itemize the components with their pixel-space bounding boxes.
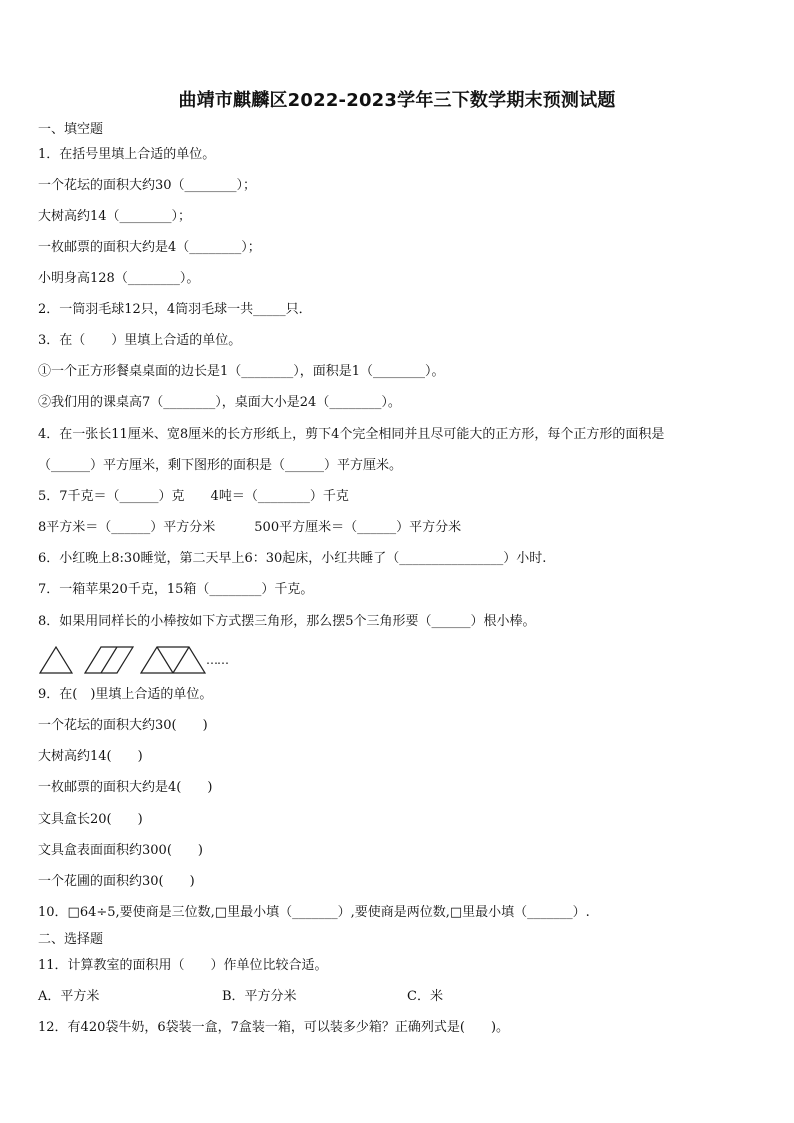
question-1: 1．在括号里填上合适的单位。 — [38, 147, 216, 162]
question-1-item-a: 一个花坛的面积大约30（________）； — [38, 178, 257, 193]
triangle-pair-divider — [101, 647, 117, 673]
question-1-item-d: 小明身高128（________）。 — [38, 271, 200, 286]
question-3-item-1: ①一个正方形餐桌桌面的边长是1（________），面积是1（________）。 — [38, 364, 445, 379]
section-choice-heading: 二、选择题 — [38, 932, 104, 947]
triangle-1 — [40, 647, 72, 673]
question-12: 12．有420袋牛奶，6袋装一盒，7盒装一箱，可以装多少箱？正确列式是( )。 — [38, 1020, 510, 1035]
question-9-item-f: 一个花圃的面积约30( ) — [38, 874, 195, 889]
question-11: 11．计算教室的面积用（ ）作单位比较合适。 — [38, 958, 328, 973]
triangle-figure — [36, 642, 246, 678]
question-5-line-1: 5．7千克＝（______）克 4吨＝（________）千克 — [38, 489, 349, 504]
question-11-option-c: C．米 — [407, 989, 443, 1004]
section-fill-heading: 一、填空题 — [38, 122, 104, 137]
question-3: 3．在（ ）里填上合适的单位。 — [38, 333, 242, 348]
question-9-item-e: 文具盒表面面积约300( ) — [38, 843, 203, 858]
question-11-option-a: A．平方米 — [38, 989, 100, 1004]
question-7: 7．一箱苹果20千克，15箱（________）千克。 — [38, 582, 314, 597]
question-9-item-c: 一枚邮票的面积大约是4( ) — [38, 780, 213, 795]
question-4-line-1: 4．在一张长11厘米、宽8厘米的长方形纸上，剪下4个完全相同并且尽可能大的正方形，每个正方形的面积是 — [38, 427, 665, 442]
question-4-line-2: （______）平方厘米，剩下图形的面积是（______）平方厘米。 — [38, 458, 403, 473]
question-1-item-b: 大树高约14（________）； — [38, 209, 192, 224]
question-1-item-c: 一枚邮票的面积大约是4（________）； — [38, 240, 261, 255]
ellipsis: …… — [206, 653, 228, 667]
question-6: 6．小红晚上8:30睡觉，第二天早上6：30起床，小红共睡了（________________）小时. — [38, 551, 547, 566]
triangle-triple-divider-2 — [173, 647, 189, 673]
question-9-item-a: 一个花坛的面积大约30( ) — [38, 718, 208, 733]
question-9: 9．在( )里填上合适的单位。 — [38, 687, 213, 702]
page-title: 曲靖市麒麟区2022-2023学年三下数学期末预测试题 — [178, 90, 616, 111]
question-8: 8．如果用同样长的小棒按如下方式摆三角形，那么摆5个三角形要（______）根小棒。 — [38, 614, 536, 629]
question-9-item-b: 大树高约14( ) — [38, 749, 143, 764]
question-5-line-2: 8平方米＝（______）平方分米 500平方厘米＝（______）平方分米 — [38, 520, 462, 535]
triangle-triple-trapezoid — [141, 647, 205, 673]
triangle-triple-divider-1 — [157, 647, 173, 673]
question-10: 10．□64÷5,要使商是三位数,□里最小填（_______）,要使商是两位数,□里最小填（_______）. — [38, 905, 590, 920]
question-2: 2．一筒羽毛球12只，4筒羽毛球一共_____只． — [38, 302, 312, 317]
question-11-option-b: B．平方分米 — [222, 989, 297, 1004]
question-3-item-2: ②我们用的课桌高7（________），桌面大小是24（________）。 — [38, 395, 401, 410]
question-9-item-d: 文具盒长20( ) — [38, 812, 143, 827]
